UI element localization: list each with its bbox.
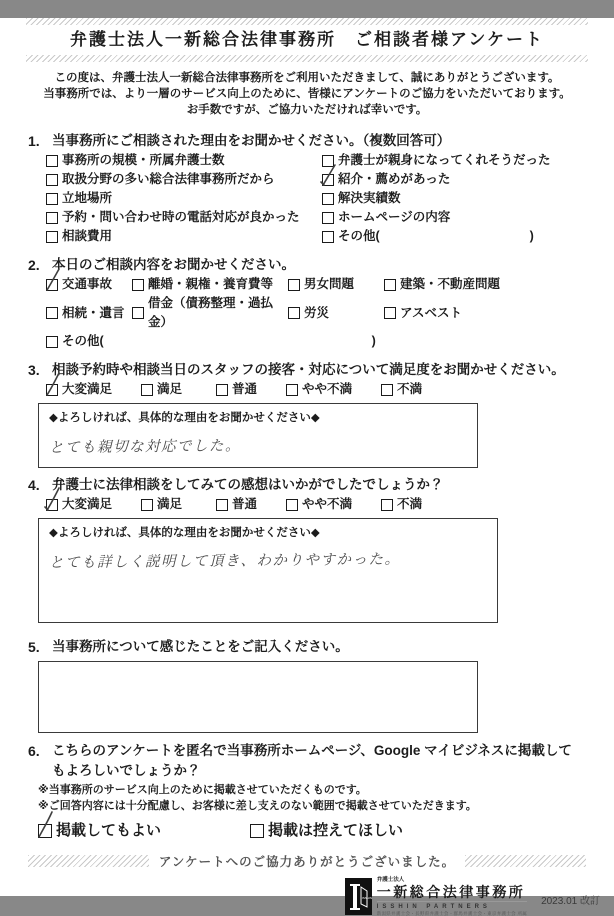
option-label: 掲載してもよい xyxy=(56,820,161,842)
option-label: 離婚・親権・養育費等 xyxy=(148,275,273,294)
question-6 xyxy=(28,741,586,842)
handwritten-check-mark xyxy=(36,815,54,839)
checkbox-icon xyxy=(46,231,58,243)
checkbox-option-gender-issues[interactable] xyxy=(288,275,384,294)
q4-comment-box[interactable] xyxy=(38,518,498,623)
question-6-heading xyxy=(28,741,586,781)
option-label: 不満 xyxy=(397,495,422,514)
intro-line: この度は、弁護士法人一新総合法律事務所をご利用いただきまして、誠にありがとうございます。 xyxy=(0,70,614,86)
checkbox-option-phone-response[interactable] xyxy=(46,208,322,227)
checkbox-icon xyxy=(288,279,300,291)
checkbox-icon xyxy=(322,212,334,224)
option-label: 大変満足 xyxy=(62,380,112,399)
option-label: やや不満 xyxy=(302,380,352,399)
question-number: 1. xyxy=(28,131,52,151)
checkbox-icon xyxy=(286,499,298,511)
question-number: 5. xyxy=(28,637,52,657)
question-5 xyxy=(28,637,586,733)
option-label: 普通 xyxy=(232,380,257,399)
decorative-hatch-band xyxy=(465,855,586,867)
checkbox-icon xyxy=(46,212,58,224)
checkbox-option-neutral[interactable] xyxy=(216,380,286,399)
checkbox-icon xyxy=(46,307,58,319)
decorative-hatch-band xyxy=(26,18,588,25)
checkbox-option-traffic-accident[interactable] xyxy=(46,275,132,294)
firm-logo-icon xyxy=(345,878,372,915)
question-text: 弁護士に法律相談をしてみての感想はいかがでしたでしょうか？ xyxy=(52,475,586,495)
question-1-heading xyxy=(28,131,586,151)
other-close-paren: ) xyxy=(530,227,534,246)
checkbox-option-very-satisfied[interactable] xyxy=(46,495,141,514)
question-text: 当事務所について感じたことをご記入ください。 xyxy=(52,637,586,657)
checkbox-option-other[interactable] xyxy=(322,227,586,246)
decorative-hatch-band xyxy=(28,855,149,867)
option-label: その他( xyxy=(62,332,104,351)
question-text: こちらのアンケートを匿名で当事務所ホームページ、Google マイビジネスに掲載してもよろしいでしょうか？ xyxy=(52,741,582,781)
option-label: ホームページの内容 xyxy=(338,208,450,227)
q1-left-column xyxy=(46,151,322,246)
q5-comment-box[interactable] xyxy=(38,661,478,733)
checkbox-checked-icon xyxy=(38,824,52,838)
checkbox-checked-icon xyxy=(46,279,58,291)
intro-line: お手数ですが、ご協力いただければ幸いです。 xyxy=(0,102,614,118)
handwritten-answer: とても親切な対応でした。 xyxy=(49,432,467,457)
option-label: 相談費用 xyxy=(62,227,112,246)
checkbox-option-many-fields[interactable] xyxy=(46,170,322,189)
checkbox-option-publish-no[interactable] xyxy=(250,820,403,842)
option-label: 不満 xyxy=(397,380,422,399)
checkbox-icon xyxy=(381,384,393,396)
checkbox-icon xyxy=(381,499,393,511)
question-text: 相談予約時や相談当日のスタッフの接客・対応について満足度をお聞かせください。 xyxy=(52,360,586,380)
q1-right-column xyxy=(322,151,586,246)
comment-prompt: ◆よろしければ、具体的な理由をお聞かせください◆ xyxy=(49,526,487,541)
footer-thanks-row xyxy=(28,852,586,870)
option-label: 弁護士が親身になってくれそうだった xyxy=(338,151,551,170)
question-number: 2. xyxy=(28,255,52,275)
checkbox-option-dissatisfied[interactable] xyxy=(381,495,422,514)
option-label: アスベスト xyxy=(400,304,462,323)
option-label: 普通 xyxy=(232,495,257,514)
checkbox-option-construction[interactable] xyxy=(384,275,500,294)
revision-label: 2023.01 改訂 xyxy=(541,892,600,907)
option-label: 男女問題 xyxy=(304,275,354,294)
checkbox-option-satisfied[interactable] xyxy=(141,495,216,514)
logo-latin-name: ISSHIN PARTNERS xyxy=(377,904,527,910)
intro-paragraph xyxy=(0,70,614,118)
question-text: 本日のご相談内容をお聞かせください。 xyxy=(52,255,586,275)
checkbox-option-somewhat-dissatisfied[interactable] xyxy=(286,495,381,514)
checkbox-option-kind-lawyer[interactable] xyxy=(322,151,586,170)
checkbox-option-track-record[interactable] xyxy=(322,189,586,208)
checkbox-option-dissatisfied[interactable] xyxy=(381,380,422,399)
checkbox-checked-icon xyxy=(322,174,334,186)
option-label: 労災 xyxy=(304,304,329,323)
option-label: 解決実績数 xyxy=(338,189,401,208)
checkbox-checked-icon xyxy=(46,499,58,511)
option-label: 相続・遺言 xyxy=(62,304,125,323)
checkbox-icon xyxy=(46,336,58,348)
checkbox-option-publish-ok[interactable] xyxy=(38,820,250,842)
decorative-hatch-band xyxy=(26,55,588,62)
checkbox-option-other[interactable] xyxy=(46,332,104,351)
other-close-paren: ) xyxy=(372,332,376,351)
logo-affiliations: 新潟県弁護士会・長野県弁護士会・群馬弁護士会・東京弁護士会 所属 xyxy=(377,912,527,916)
checkbox-option-somewhat-dissatisfied[interactable] xyxy=(286,380,381,399)
question-number: 4. xyxy=(28,475,52,495)
checkbox-icon xyxy=(132,307,144,319)
question-text: 当事務所にご相談された理由をお聞かせください。（複数回答可） xyxy=(52,131,586,151)
option-label: 掲載は控えてほしい xyxy=(268,820,403,842)
checkbox-option-satisfied[interactable] xyxy=(141,380,216,399)
question-3 xyxy=(28,360,586,468)
checkbox-option-office-size[interactable] xyxy=(46,151,322,170)
option-label: 交通事故 xyxy=(62,275,112,294)
footer-thanks-text: アンケートへのご協力ありがとうございました。 xyxy=(159,852,455,870)
note-line: ※当事務所のサービス向上のために掲載させていただくものです。 xyxy=(38,783,586,799)
note-line: ※ご回答内容には十分配慮し、お客様に差し支えのない範囲で掲載させていただきます。 xyxy=(38,799,586,815)
survey-document xyxy=(0,18,614,896)
checkbox-icon xyxy=(46,155,58,167)
option-label: 大変満足 xyxy=(62,495,112,514)
question-number: 3. xyxy=(28,360,52,380)
option-label: 満足 xyxy=(157,495,182,514)
checkbox-icon xyxy=(216,499,228,511)
checkbox-icon xyxy=(384,307,396,319)
checkbox-icon xyxy=(322,231,334,243)
checkbox-icon xyxy=(384,279,396,291)
checkbox-option-debt[interactable] xyxy=(132,294,288,332)
intro-line: 当事務所では、より一層のサービス向上のために、皆様にアンケートのご協力をいただいております。 xyxy=(0,86,614,102)
checkbox-icon xyxy=(46,174,58,186)
option-label: やや不満 xyxy=(302,495,352,514)
option-label: 立地場所 xyxy=(62,189,112,208)
checkbox-option-consultation-fee[interactable] xyxy=(46,227,322,246)
checkbox-icon xyxy=(322,155,334,167)
logo-org-type: 弁護士法人 xyxy=(377,878,527,884)
svg-text:ISSHIN: ISSHIN xyxy=(362,896,372,900)
option-label: 事務所の規模・所属弁護士数 xyxy=(62,151,225,170)
question-3-heading xyxy=(28,360,586,380)
checkbox-option-very-satisfied[interactable] xyxy=(46,380,141,399)
checkbox-icon xyxy=(141,384,153,396)
checkbox-option-referral[interactable] xyxy=(322,170,586,189)
checkbox-option-workers-comp[interactable] xyxy=(288,294,384,332)
checkbox-icon xyxy=(286,384,298,396)
checkbox-option-location[interactable] xyxy=(46,189,322,208)
checkbox-icon xyxy=(322,193,334,205)
question-2 xyxy=(28,255,586,351)
checkbox-option-neutral[interactable] xyxy=(216,495,286,514)
checkbox-icon xyxy=(141,499,153,511)
checkbox-option-asbestos[interactable] xyxy=(384,294,462,332)
checkbox-option-website[interactable] xyxy=(322,208,586,227)
option-label: その他( xyxy=(338,227,380,246)
option-label: 満足 xyxy=(157,380,182,399)
checkbox-icon xyxy=(216,384,228,396)
handwritten-answer: とても詳しく説明して頂き、わかりやすかった。 xyxy=(49,547,487,573)
option-label: 予約・問い合わせ時の電話対応が良かった xyxy=(62,208,300,227)
question-5-heading xyxy=(28,637,586,657)
checkbox-checked-icon xyxy=(46,384,58,396)
option-label: 取扱分野の多い総合法律事務所だから xyxy=(62,170,275,189)
option-label: 建築・不動産問題 xyxy=(400,275,500,294)
comment-prompt: ◆よろしければ、具体的な理由をお聞かせください◆ xyxy=(49,411,467,426)
option-label: 借金（債務整理・過払金） xyxy=(148,294,288,332)
checkbox-option-inheritance[interactable] xyxy=(46,294,132,332)
question-2-heading xyxy=(28,255,586,275)
firm-logo xyxy=(345,878,527,916)
q3-comment-box[interactable] xyxy=(38,403,478,468)
checkbox-icon xyxy=(288,307,300,319)
footer-branding-row xyxy=(0,878,600,916)
q6-notes xyxy=(38,783,586,814)
checkbox-option-divorce[interactable] xyxy=(132,275,288,294)
checkbox-icon xyxy=(132,279,144,291)
question-number: 6. xyxy=(28,741,52,781)
logo-firm-name: 一新総合法律事務所 xyxy=(377,885,527,902)
question-4 xyxy=(28,475,586,623)
question-4-heading xyxy=(28,475,586,495)
checkbox-icon xyxy=(250,824,264,838)
question-1 xyxy=(28,131,586,246)
option-label: 紹介・薦めがあった xyxy=(338,170,450,189)
page-title: 弁護士法人一新総合法律事務所 ご相談者様アンケート xyxy=(0,27,614,53)
checkbox-icon xyxy=(46,193,58,205)
